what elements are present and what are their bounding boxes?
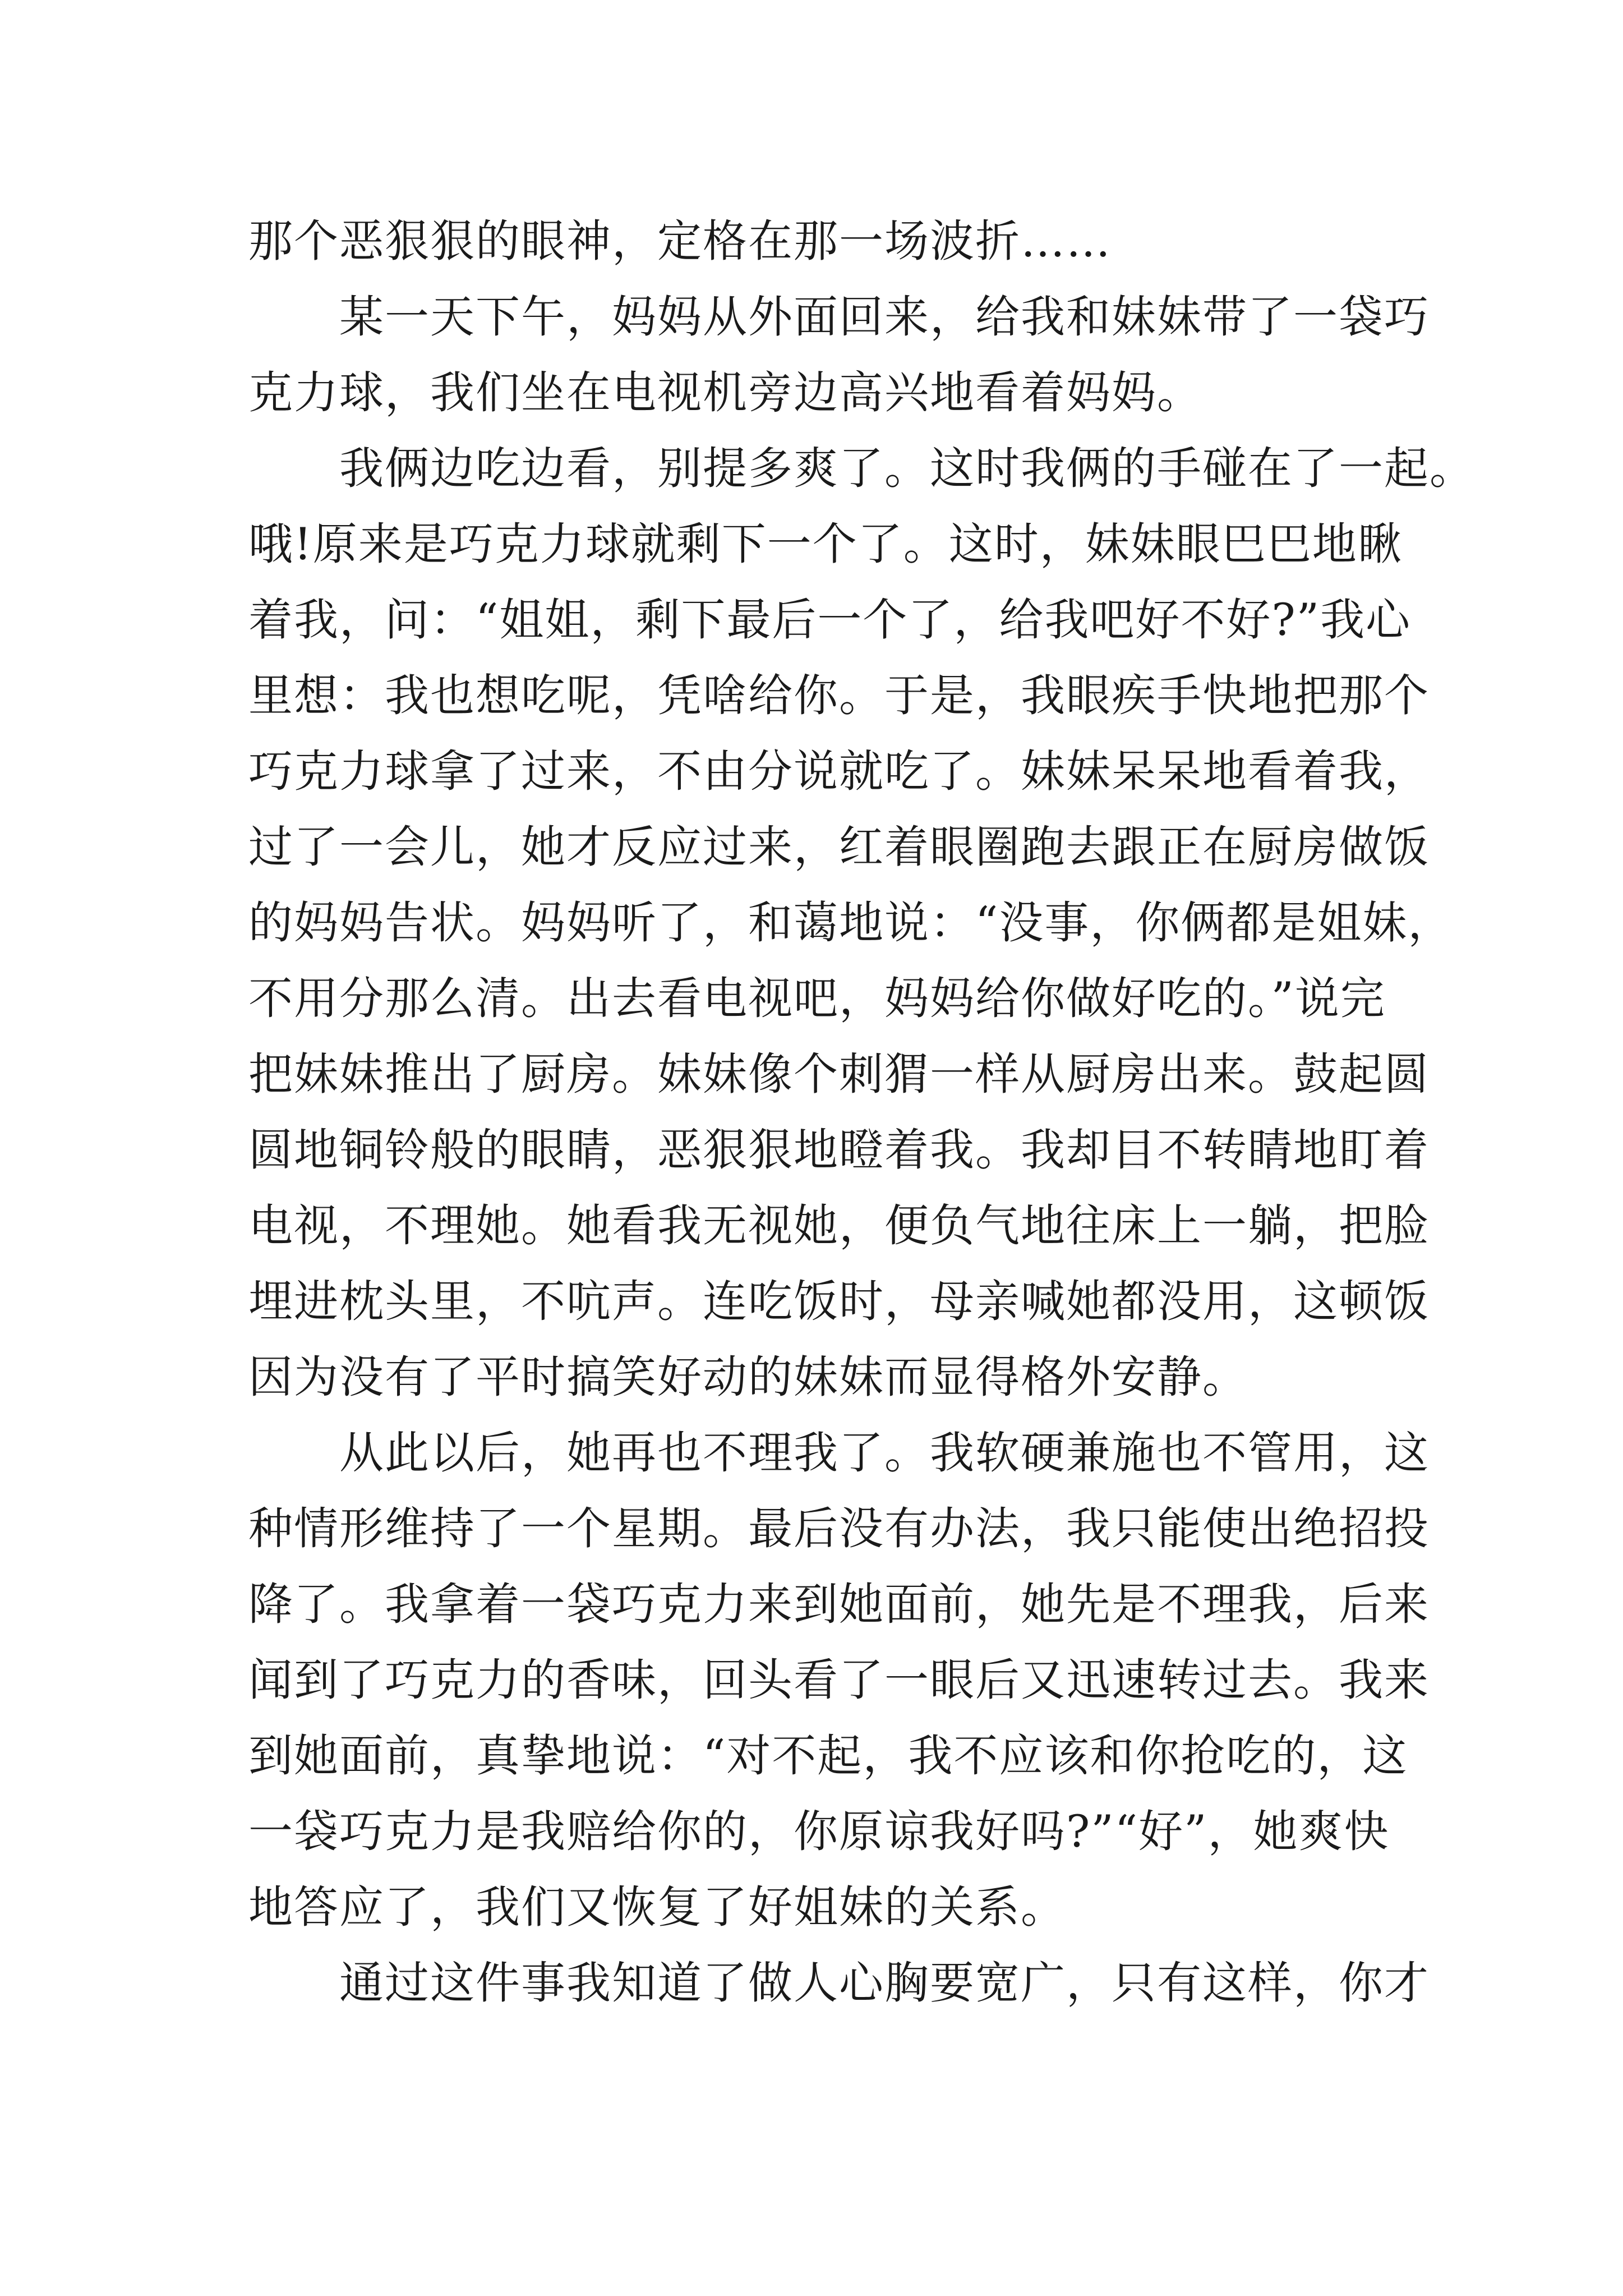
line-text: 里想：我也想吃呢，凭啥给你。于是，我眼疾手快地把那个 bbox=[248, 670, 1430, 721]
line-text: 那个恶狠狠的眼神，定格在那一场波折…… bbox=[248, 215, 1112, 267]
line-text: 埋进枕头里，不吭声。连吃饭时，母亲喊她都没用，这顿饭 bbox=[248, 1276, 1430, 1327]
line-text: 某一天下午，妈妈从外面回来，给我和妹妹带了一袋巧 bbox=[339, 291, 1430, 343]
line-text: 因为没有了平时搞笑好动的妹妹而显得格外安静。 bbox=[248, 1351, 1248, 1403]
line-text: 的妈妈告状。妈妈听了，和蔼地说：“没事，你俩都是姐妹， bbox=[248, 897, 1454, 949]
line-text: 哦!原来是巧克力球就剩下一个了。这时，妹妹眼巴巴地瞅 bbox=[248, 518, 1403, 570]
line-text: 通过这件事我知道了做人心胸要宽广，只有这样，你才 bbox=[339, 1957, 1430, 2009]
line-text: 把妹妹推出了厨房。妹妹像个刺猬一样从厨房出来。鼓起圆 bbox=[248, 1048, 1430, 1100]
line-text: 我俩边吃边看，别提多爽了。这时我俩的手碰在了一起。 bbox=[339, 443, 1475, 494]
line-text: 克力球，我们坐在电视机旁边高兴地看着妈妈。 bbox=[248, 367, 1202, 418]
line-text: 巧克力球拿了过来，不由分说就吃了。妹妹呆呆地看着我， bbox=[248, 746, 1430, 797]
line-text: 电视，不理她。她看我无视她，便负气地往床上一躺，把脸 bbox=[248, 1200, 1430, 1251]
line-text: 着我，问：“姐姐，剩下最后一个了，给我吧好不好?”我心 bbox=[248, 594, 1412, 646]
line-text: 过了一会儿，她才反应过来，红着眼圈跑去跟正在厨房做饭 bbox=[248, 821, 1430, 873]
line-text: 地答应了，我们又恢复了好姐妹的关系。 bbox=[248, 1881, 1066, 1933]
line-text: 圆地铜铃般的眼睛，恶狠狠地瞪着我。我却目不转睛地盯着 bbox=[248, 1124, 1430, 1176]
text-line-24 bbox=[0, 1938, 1623, 2028]
line-text: 一袋巧克力是我赔给你的，你原谅我好吗?”“好”，她爽快 bbox=[248, 1806, 1390, 1857]
line-text: 闻到了巧克力的香味，回头看了一眼后又迅速转过去。我来 bbox=[248, 1654, 1430, 1706]
line-text: 降了。我拿着一袋巧克力来到她面前，她先是不理我，后来 bbox=[248, 1579, 1430, 1630]
line-text: 种情形维持了一个星期。最后没有办法，我只能使出绝招投 bbox=[248, 1503, 1430, 1554]
line-text: 从此以后，她再也不理我了。我软硬兼施也不管用，这 bbox=[339, 1427, 1430, 1479]
line-text: 不用分那么清。出去看电视吧，妈妈给你做好吃的。”说完 bbox=[248, 973, 1386, 1024]
line-text: 到她面前，真挚地说：“对不起，我不应该和你抢吃的，这 bbox=[248, 1730, 1408, 1782]
